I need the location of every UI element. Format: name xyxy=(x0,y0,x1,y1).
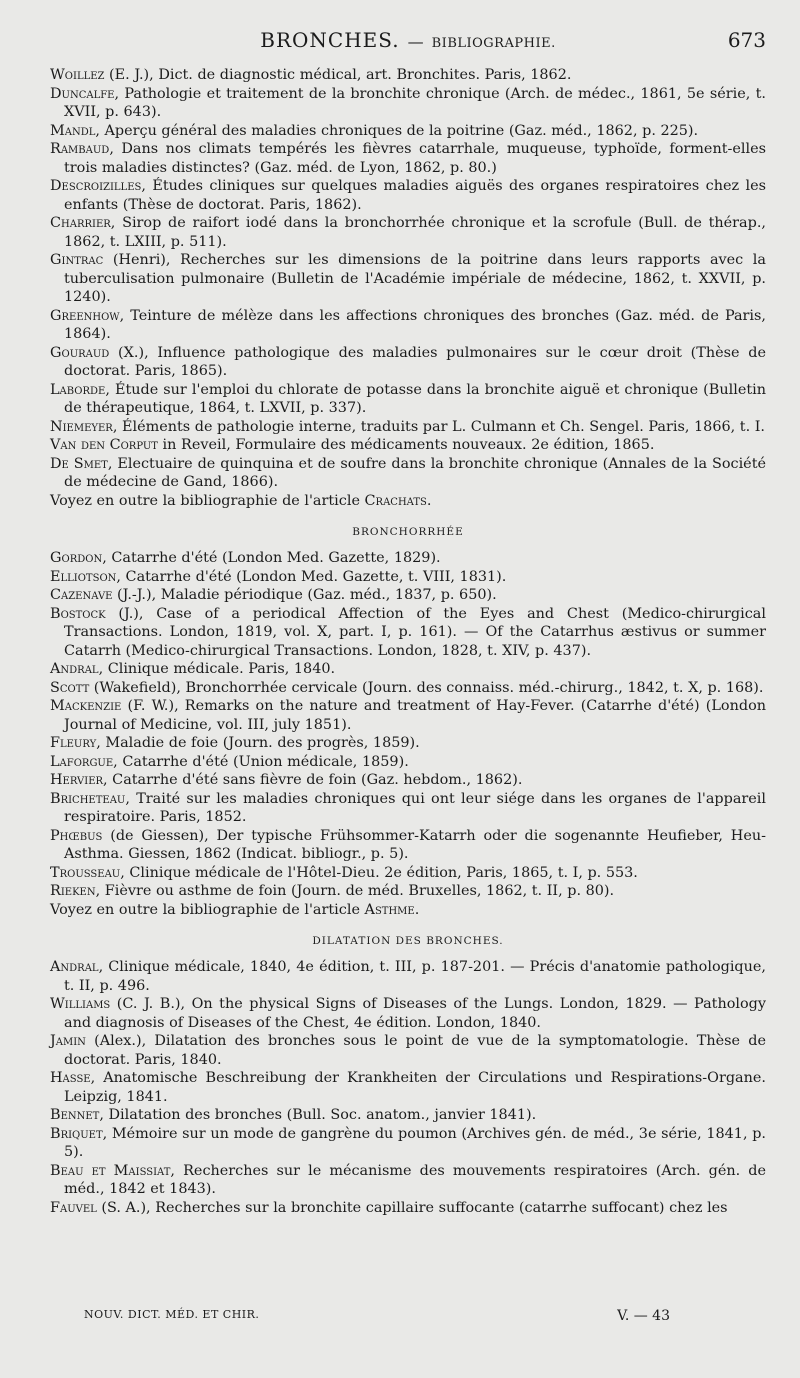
bibliography-entry xyxy=(50,85,766,122)
entry-text: (Henri), Recherches sur les dimensions de la poitrine dans leurs rapports avec la tuberculisation pulmonaire (Bulletin de l'Académie impériale de médecine, 1862, t. XXVII, p. 1240). xyxy=(64,252,766,305)
entry-text: (S. A.), Recherches sur la bronchite capillaire suffocante (catarrhe suffocant) chez les xyxy=(96,1199,728,1216)
entry-author: Mackenzie xyxy=(50,698,122,714)
entry-text: , Catarrhe d'été (London Med. Gazette, t. VIII, 1831). xyxy=(116,568,507,585)
entry-author: Fleury xyxy=(50,735,97,751)
entry-author: Greenhow xyxy=(50,307,120,324)
page-number: 673 xyxy=(727,28,766,52)
entry-author: Gouraud xyxy=(50,344,110,361)
entry-text: , Sirop de raifort iodé dans la bronchorrhée chronique et la scrofule (Bull. de thérap., 1862, t. LXIII, p. 511). xyxy=(64,215,766,250)
see-also-note xyxy=(50,492,766,511)
bibliography-entry xyxy=(50,66,766,85)
entry-author: Bostock xyxy=(50,605,106,622)
bibliography-entry xyxy=(50,771,766,790)
entry-text: , Mémoire sur un mode de gangrène du poumon (Archives gén. de méd., 3e série, 1841, p. 5). xyxy=(64,1125,766,1160)
bibliography-entry xyxy=(50,251,766,307)
footer-signature: V. — 43 xyxy=(617,1308,670,1324)
entry-text: , Teinture de mélèze dans les affections chroniques des bronches (Gaz. méd. de Paris, 1864). xyxy=(64,307,766,342)
section-heading: DILATATION DES BRONCHES. xyxy=(312,935,504,947)
bibliography-entry xyxy=(50,1032,766,1069)
entry-text: , Étude sur l'emploi du chlorate de potasse dans la bronchite aiguë et chronique (Bulletin de thérapeutique, 1864, t. LXVII, p. 337). xyxy=(64,381,766,416)
bibliography-entry xyxy=(50,697,766,734)
bibliography-entry xyxy=(50,660,766,679)
entry-author: Bennet xyxy=(50,1107,100,1123)
entry-text: , Clinique médicale. Paris, 1840. xyxy=(98,661,336,677)
entry-author: Bricheteau xyxy=(50,790,126,807)
entry-author: Gordon xyxy=(50,550,103,566)
entry-author: Woillez xyxy=(50,67,105,83)
bibliography-entry xyxy=(50,882,766,901)
bibliography-entry xyxy=(50,418,766,437)
entry-author: Hervier xyxy=(50,772,104,788)
entry-author: Laborde xyxy=(50,381,106,398)
header-subtitle: BIBLIOGRAPHIE. xyxy=(431,36,556,51)
entry-text: (Alex.), Dilatation des bronches sous le point de vue de la symptomatologie. Thèse de doctorat. Paris, 1840. xyxy=(64,1033,766,1068)
entry-text: (de Giessen), Der typische Frühsommer-Katarrh oder die sogenannte Heufieber, Heu-Asthma. Giessen, 1862 (Indicat. bibliogr., p. 5). xyxy=(64,827,766,862)
entry-author: Cazenave xyxy=(50,587,113,603)
entry-text: , Traité sur les maladies chroniques qui ont leur siége dans les organes de l'appareil respiratoire. Paris, 1852. xyxy=(64,790,766,825)
entry-text: , Electuaire de quinquina et de soufre dans la bronchite chronique (Annales de la Société de médecine de Gand, 1866). xyxy=(64,455,766,490)
bibliography-entry xyxy=(50,307,766,344)
see-also-ref: Asthme xyxy=(364,901,415,918)
entry-author: Rambaud xyxy=(50,141,110,157)
bibliography-entry xyxy=(50,605,766,661)
entry-text: (J.-J.), Maladie périodique (Gaz. méd., 1837, p. 650). xyxy=(112,587,497,603)
bibliography-entry xyxy=(50,140,766,177)
see-also-suffix: . xyxy=(426,492,432,509)
entry-author: Rieken xyxy=(50,883,96,899)
entry-text: , Clinique médicale de l'Hôtel-Dieu. 2e édition, Paris, 1865, t. I, p. 553. xyxy=(120,864,638,881)
entry-author: Mandl xyxy=(50,122,96,139)
entry-author: De Smet xyxy=(50,455,108,472)
bibliography-entry xyxy=(50,734,766,753)
bibliography-entry xyxy=(50,344,766,381)
bibliography-entry xyxy=(50,381,766,418)
entry-text: , Catarrhe d'été (London Med. Gazette, 1829). xyxy=(102,550,441,566)
bibliography-entry xyxy=(50,753,766,772)
entry-text: (C. J. B.), On the physical Signs of Diseases of the Lungs. London, 1829. — Pathology and diagnosis of Diseases of the Chest, 4e édition. London, 1840. xyxy=(64,996,766,1031)
entry-text: , Clinique médicale, 1840, 4e édition, t. III, p. 187-201. — Précis d'anatomie pathologique, t. II, p. 496. xyxy=(64,959,766,994)
entry-text: (F. W.), Remarks on the nature and treatment of Hay-Fever. (Catarrhe d'été) (London Journal of Medicine, vol. III, july 1851). xyxy=(64,698,766,733)
entry-author: Jamin xyxy=(50,1033,86,1049)
entry-author: Scott xyxy=(50,679,90,696)
bibliography-entry xyxy=(50,1125,766,1162)
bibliography-entry xyxy=(50,995,766,1032)
bibliography-entry xyxy=(50,790,766,827)
entry-text: , Aperçu général des maladies chroniques de la poitrine (Gaz. méd., 1862, p. 225). xyxy=(95,122,699,139)
entry-text: (X.), Influence pathologique des maladies pulmonaires sur le cœur droit (Thèse de doctorat. Paris, 1865). xyxy=(64,344,766,379)
header-dash: — xyxy=(407,32,424,51)
entry-author: Hasse xyxy=(50,1070,91,1086)
entry-author: Elliotson xyxy=(50,568,117,585)
entry-author: Trousseau xyxy=(50,864,121,881)
entry-text: (E. J.), Dict. de diagnostic médical, art. Bronchites. Paris, 1862. xyxy=(104,67,572,83)
see-also-note xyxy=(50,901,766,920)
header-title: BRONCHES. xyxy=(260,28,400,52)
entry-author: Niemeyer xyxy=(50,418,113,435)
bibliography-entry xyxy=(50,568,766,587)
entry-author: Laforgue xyxy=(50,753,114,770)
entry-author: Fauvel xyxy=(50,1199,97,1216)
entry-text: , Pathologie et traitement de la bronchite chronique (Arch. de médec., 1861, 5e série, t. XVII, p. 643). xyxy=(64,85,766,120)
bibliography-entry xyxy=(50,864,766,883)
entry-author: Van den Corput xyxy=(50,437,158,453)
bibliography-entry xyxy=(50,586,766,605)
entry-text: , Éléments de pathologie interne, traduits par L. Culmann et Ch. Sengel. Paris, 1866, t. I. xyxy=(112,418,765,435)
entry-text: , Dans nos climats tempérés les fièvres catarrhale, muqueuse, typhoïde, forment-elles trois maladies distinctes? (Gaz. méd. de Lyon, 1862, p. 80.) xyxy=(64,141,766,176)
see-also-prefix: Voyez en outre la bibliographie de l'article xyxy=(50,492,365,509)
entry-text: , Recherches sur le mécanisme des mouvements respiratoires (Arch. gén. de méd., 1842 et 1843). xyxy=(64,1162,767,1197)
bibliography-entry xyxy=(50,177,766,214)
see-also-suffix: . xyxy=(414,901,420,918)
entry-text: , Fièvre ou asthme de foin (Journ. de méd. Bruxelles, 1862, t. II, p. 80). xyxy=(95,883,615,899)
bibliography-entry xyxy=(50,436,766,455)
bibliography-entry xyxy=(50,1106,766,1125)
entry-text: , Maladie de foie (Journ. des progrès, 1859). xyxy=(96,735,420,751)
entry-author: Gintrac xyxy=(50,252,104,268)
entry-author: Descroizilles xyxy=(50,178,142,194)
bibliography-entry xyxy=(50,1162,766,1199)
entry-text: (J.), Case of a periodical Affection of the Eyes and Chest (Medico-chirurgical Transactions. London, 1819, vol. X, part. I, p. 161). — Of the Catarrhus æstivus or summer Catarrh (Medico-chirurgical Transactions. London, 1828, t. XIV, p. 437). xyxy=(64,605,766,659)
bibliography-body xyxy=(50,66,766,1217)
entry-text: , Catarrhe d'été sans fièvre de foin (Gaz. hebdom., 1862). xyxy=(103,772,523,788)
bibliography-entry xyxy=(50,958,766,995)
entry-author: Andral xyxy=(50,661,99,677)
entry-text: in Reveil, Formulaire des médicaments nouveaux. 2e édition, 1865. xyxy=(157,437,655,453)
section-heading: BRONCHORRHÉE xyxy=(352,526,464,538)
bibliography-entry xyxy=(50,1199,766,1218)
bibliography-entry xyxy=(50,549,766,568)
bibliography-entry xyxy=(50,122,766,141)
footer-publication: NOUV. DICT. MÉD. ET CHIR. xyxy=(84,1308,260,1321)
entry-text: , Dilatation des bronches (Bull. Soc. anatom., janvier 1841). xyxy=(99,1107,537,1123)
bibliography-entry xyxy=(50,455,766,492)
entry-text: , Catarrhe d'été (Union médicale, 1859). xyxy=(113,753,409,770)
entry-author: Williams xyxy=(50,996,111,1012)
entry-author: Duncalfe xyxy=(50,85,115,102)
bibliography-entry xyxy=(50,827,766,864)
entry-text: , Anatomische Beschreibung der Krankheiten der Circulations und Respirations-Organe. Leipzig, 1841. xyxy=(64,1070,766,1105)
bibliography-entry xyxy=(50,679,766,698)
see-also-ref: Crachats xyxy=(364,492,427,509)
entry-author: Phœbus xyxy=(50,827,103,844)
bibliography-entry xyxy=(50,1069,766,1106)
entry-author: Charrier xyxy=(50,215,111,231)
entry-author: Briquet xyxy=(50,1125,103,1142)
entry-author: Andral xyxy=(50,959,99,975)
entry-text: (Wakefield), Bronchorrhée cervicale (Journ. des connaiss. méd.-chirurg., 1842, t. X, p. 168). xyxy=(89,679,764,696)
bibliography-entry xyxy=(50,214,766,251)
entry-text: , Études cliniques sur quelques maladies aiguës des organes respiratoires chez les enfants (Thèse de doctorat. Paris, 1862). xyxy=(64,178,766,213)
page-footer xyxy=(84,1308,670,1324)
see-also-prefix: Voyez en outre la bibliographie de l'article xyxy=(50,901,365,918)
entry-author: Beau et Maissiat xyxy=(50,1162,171,1179)
running-header xyxy=(50,28,766,64)
